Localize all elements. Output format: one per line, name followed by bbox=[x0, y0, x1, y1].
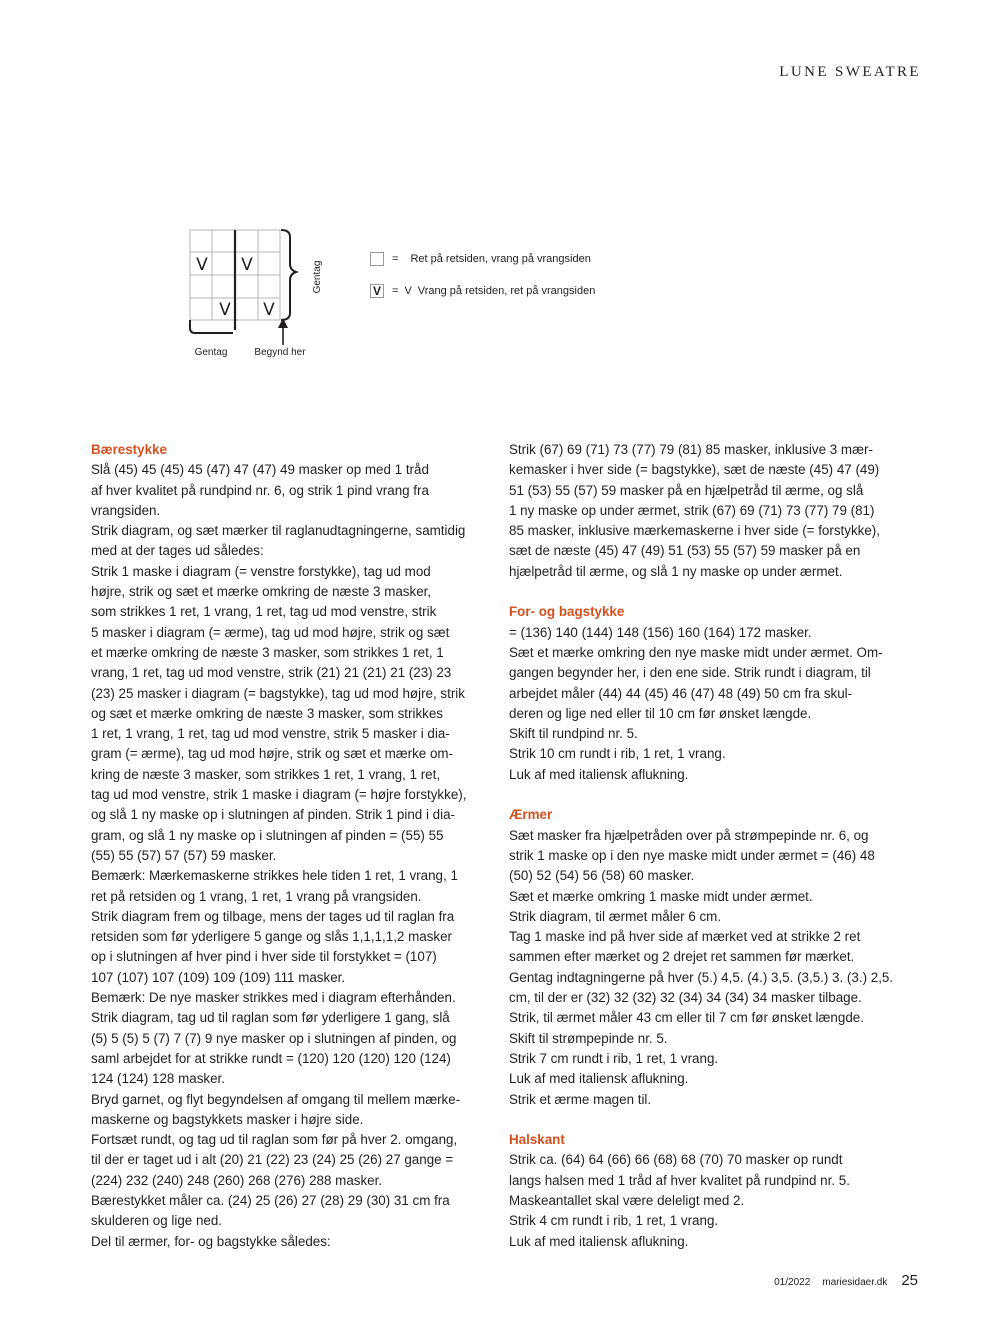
text-line: 5 masker i diagram (= ærme), tag ud mod højre, strik og sæt bbox=[91, 624, 450, 640]
chart-stitch-v: V bbox=[241, 255, 253, 275]
text-line: og slå 1 ny maske op i slutningen af pinden. Strik 1 pind i dia- bbox=[91, 807, 455, 823]
chart-label-begynd-her: Begynd her bbox=[254, 347, 306, 358]
text-line: hjælpetråd til ærme, og slå 1 ny maske op under ærmet. bbox=[509, 563, 843, 579]
text-line: Slå (45) 45 (45) 45 (47) 47 (47) 49 masker op med 1 tråd bbox=[91, 462, 429, 478]
text-line: sæt de næste (45) 47 (49) 51 (53) 55 (57) 59 masker på en bbox=[509, 543, 861, 559]
text-line: Skift til rundpind nr. 5. bbox=[509, 726, 638, 742]
text-line: 85 masker, inklusive mærkemaskerne i hver side (= forstykke), bbox=[509, 523, 880, 539]
page-number: 25 bbox=[901, 1272, 918, 1289]
chart-label-gentag-side: Gentag bbox=[312, 260, 323, 294]
text-line: = (136) 140 (144) 148 (156) 160 (164) 172 masker. bbox=[509, 624, 812, 640]
text-line: Bryd garnet, og flyt begyndelsen af omgang til mellem mærke- bbox=[91, 1091, 461, 1107]
text-line: Strik diagram, og sæt mærker til raglanudtagningerne, samtidig bbox=[91, 523, 466, 539]
section-heading: Halskant bbox=[509, 1132, 565, 1148]
legend-symbol: V bbox=[404, 285, 412, 297]
text-line: (50) 52 (54) 56 (58) 60 masker. bbox=[509, 868, 695, 884]
text-line: Strik 4 cm rundt i rib, 1 ret, 1 vrang. bbox=[509, 1213, 719, 1229]
text-line: Fortsæt rundt, og tag ud til raglan som før på hver 2. omgang, bbox=[91, 1132, 458, 1148]
left-column bbox=[91, 440, 496, 1252]
page-header-title: LUNE SWEATRE bbox=[779, 64, 921, 80]
chart-legend bbox=[370, 250, 595, 314]
legend-equals: = bbox=[392, 253, 399, 265]
text-line: ret på retsiden og 1 vrang, 1 ret, 1 vrang på vrangsiden. bbox=[91, 888, 422, 904]
text-line: gangen begynder her, i den ene side. Strik rundt i diagram, til bbox=[509, 665, 871, 681]
text-line: Luk af med italiensk aflukning. bbox=[509, 766, 689, 782]
section-heading: Ærmer bbox=[509, 807, 553, 823]
text-line: Strik 7 cm rundt i rib, 1 ret, 1 vrang. bbox=[509, 1050, 719, 1066]
legend-empty-box bbox=[370, 252, 384, 266]
footer-website: mariesidaer.dk bbox=[822, 1277, 888, 1288]
text-line: retsiden som før yderligere 5 gange og slås 1,1,1,1,2 masker bbox=[91, 929, 452, 945]
text-line: Bemærk: Mærkemaskerne strikkes hele tiden 1 ret, 1 vrang, 1 bbox=[91, 868, 458, 884]
footer-issue: 01/2022 bbox=[774, 1277, 811, 1288]
text-line: gram, og slå 1 ny maske op i slutningen af pinden = (55) 55 bbox=[91, 827, 444, 843]
text-line: Strik diagram, til ærmet måler 6 cm. bbox=[509, 908, 722, 924]
text-line: 1 ny maske op under ærmet, strik (67) 69 (71) 73 (77) 79 (81) bbox=[509, 502, 875, 518]
text-line: Gentag indtagningerne på hver (5.) 4,5. (4.) 3,5. (3,5.) 3. (3.) 2,5. bbox=[509, 969, 894, 985]
text-line: gram (= ærme), tag ud mod højre, strik og sæt et mærke om- bbox=[91, 746, 454, 762]
text-section bbox=[509, 805, 914, 1109]
chart-stitch-v: V bbox=[219, 300, 231, 320]
text-line: Bemærk: De nye masker strikkes med i diagram efterhånden. bbox=[91, 990, 456, 1006]
text-line: 51 (53) 55 (57) 59 masker på en hjælpetråd til ærme, og slå bbox=[509, 482, 864, 498]
text-line: Bærestykket måler ca. (24) 25 (26) 27 (28) 29 (30) 31 cm fra bbox=[91, 1192, 450, 1208]
text-line: arbejdet måler (44) 44 (45) 46 (47) 48 (49) 50 cm fra skul- bbox=[509, 685, 853, 701]
text-line: og sæt et mærke omkring de næste 3 masker, som strikkes bbox=[91, 705, 443, 721]
text-line: Strik (67) 69 (71) 73 (77) 79 (81) 85 masker, inklusive 3 mær- bbox=[509, 442, 873, 457]
text-line: maskerne og bagstykkets masker i højre side. bbox=[91, 1111, 364, 1127]
text-line: af hver kvalitet på rundpind nr. 6, og strik 1 pind vrang fra bbox=[91, 482, 429, 498]
legend-text: Vrang på retsiden, ret på vrangsiden bbox=[417, 285, 596, 297]
text-section bbox=[509, 440, 914, 582]
text-line: 1 ret, 1 vrang, 1 ret, tag ud mod venstre, strik 5 masker i dia- bbox=[91, 726, 450, 742]
text-line: op i slutningen af hver pind i hver side til forstykket = (107) bbox=[91, 949, 437, 965]
text-section bbox=[91, 440, 496, 1252]
legend-row-purl bbox=[370, 282, 595, 300]
text-line: cm, til der er (32) 32 (32) 32 (34) 34 (34) 34 masker tilbage. bbox=[509, 990, 862, 1006]
text-line: saml arbejdet for at strikke rundt = (120) 120 (120) 120 (124) bbox=[91, 1050, 451, 1066]
legend-equals: = bbox=[392, 285, 399, 297]
gentag-bottom-bracket bbox=[190, 320, 233, 333]
right-column bbox=[509, 440, 914, 1252]
chart-label-gentag-bottom: Gentag bbox=[194, 347, 228, 358]
text-line: Strik, til ærmet måler 43 cm eller til 7 cm før ønsket længde. bbox=[509, 1010, 864, 1026]
text-line: Sæt et mærke omkring den nye maske midt under ærmet. Om- bbox=[509, 644, 883, 660]
text-line: Del til ærmer, for- og bagstykke således: bbox=[91, 1233, 331, 1249]
text-line: Skift til strømpepinde nr. 5. bbox=[509, 1030, 668, 1046]
text-line: et mærke omkring de næste 3 masker, som strikkes 1 ret, 1 bbox=[91, 644, 444, 660]
page-footer bbox=[762, 1272, 918, 1289]
text-line: Strik ca. (64) 64 (66) 66 (68) 68 (70) 70 masker op rundt bbox=[509, 1152, 843, 1168]
legend-text: Ret på retsiden, vrang på vrangsiden bbox=[410, 253, 591, 265]
text-line: Tag 1 maske ind på hver side af mærket ved at strikke 2 ret bbox=[509, 929, 861, 945]
text-line: Maskeantallet skal være deleligt med 2. bbox=[509, 1192, 745, 1208]
text-line: kemasker i hver side (= bagstykke), sæt de næste (45) 47 (49) bbox=[509, 462, 880, 478]
text-line: med at der tages ud således: bbox=[91, 543, 264, 559]
text-line: tag ud mod venstre, strik 1 maske i diagram (= højre forstykke), bbox=[91, 787, 467, 803]
text-line: (55) 55 (57) 57 (57) 59 masker. bbox=[91, 847, 277, 863]
legend-row-knit bbox=[370, 250, 595, 268]
text-line: sammen efter mærket og 2 drejet ret sammen før mærket. bbox=[509, 949, 855, 965]
text-line: Strik diagram, tag ud til raglan som før yderligere 1 gang, slå bbox=[91, 1010, 450, 1026]
text-line: Strik 10 cm rundt i rib, 1 ret, 1 vrang. bbox=[509, 746, 726, 762]
text-line: 124 (124) 128 masker. bbox=[91, 1071, 225, 1087]
text-line: 107 (107) 107 (109) 109 (109) 111 masker. bbox=[91, 969, 346, 985]
text-line: til der er taget ud i alt (20) 21 (22) 23 (24) 25 (26) 27 gange = bbox=[91, 1152, 454, 1168]
text-section bbox=[509, 602, 914, 785]
chart-stitch-v: V bbox=[196, 255, 208, 275]
text-line: (23) 25 masker i diagram (= bagstykke), tag ud mod højre, strik bbox=[91, 685, 465, 701]
text-line: Strik diagram frem og tilbage, mens der tages ud til raglan fra bbox=[91, 908, 455, 924]
text-section bbox=[509, 1130, 914, 1252]
section-heading: For- og bagstykke bbox=[509, 604, 625, 620]
text-line: Sæt masker fra hjælpetråden over på strømpepinde nr. 6, og bbox=[509, 827, 869, 843]
section-heading: Bærestykke bbox=[91, 442, 167, 457]
legend-v-box: V bbox=[370, 284, 384, 298]
text-line: skulderen og lige ned. bbox=[91, 1213, 223, 1229]
text-line: højre, strik og sæt et mærke omkring de næste 3 masker, bbox=[91, 584, 432, 600]
text-line: (5) 5 (5) 5 (7) 7 (7) 9 nye masker op i slutningen af pinden, og bbox=[91, 1030, 457, 1046]
chart-stitch-v: V bbox=[263, 300, 275, 320]
text-line: deren og lige ned eller til 10 cm før ønsket længde. bbox=[509, 705, 812, 721]
text-line: Luk af med italiensk aflukning. bbox=[509, 1071, 689, 1087]
text-line: som strikkes 1 ret, 1 vrang, 1 ret, tag ud mod venstre, strik bbox=[91, 604, 437, 620]
knitting-chart bbox=[180, 220, 360, 360]
text-line: strik 1 maske op i den nye maske midt under ærmet = (46) 48 bbox=[509, 847, 875, 863]
text-line: Strik 1 maske i diagram (= venstre forstykke), tag ud mod bbox=[91, 563, 431, 579]
text-line: (224) 232 (240) 248 (260) 268 (276) 288 masker. bbox=[91, 1172, 383, 1188]
text-line: vrangsiden. bbox=[91, 502, 161, 518]
text-line: Luk af med italiensk aflukning. bbox=[509, 1233, 689, 1249]
gentag-side-bracket bbox=[281, 230, 296, 320]
text-line: langs halsen med 1 tråd af hver kvalitet på rundpind nr. 5. bbox=[509, 1172, 850, 1188]
text-line: Sæt et mærke omkring 1 maske midt under ærmet. bbox=[509, 888, 813, 904]
text-line: Strik et ærme magen til. bbox=[509, 1091, 652, 1107]
text-line: kring de næste 3 masker, som strikkes 1 ret, 1 vrang, 1 ret, bbox=[91, 766, 441, 782]
text-line: vrang, 1 ret, tag ud mod venstre, strik (21) 21 (21) 21 (23) 23 bbox=[91, 665, 452, 681]
